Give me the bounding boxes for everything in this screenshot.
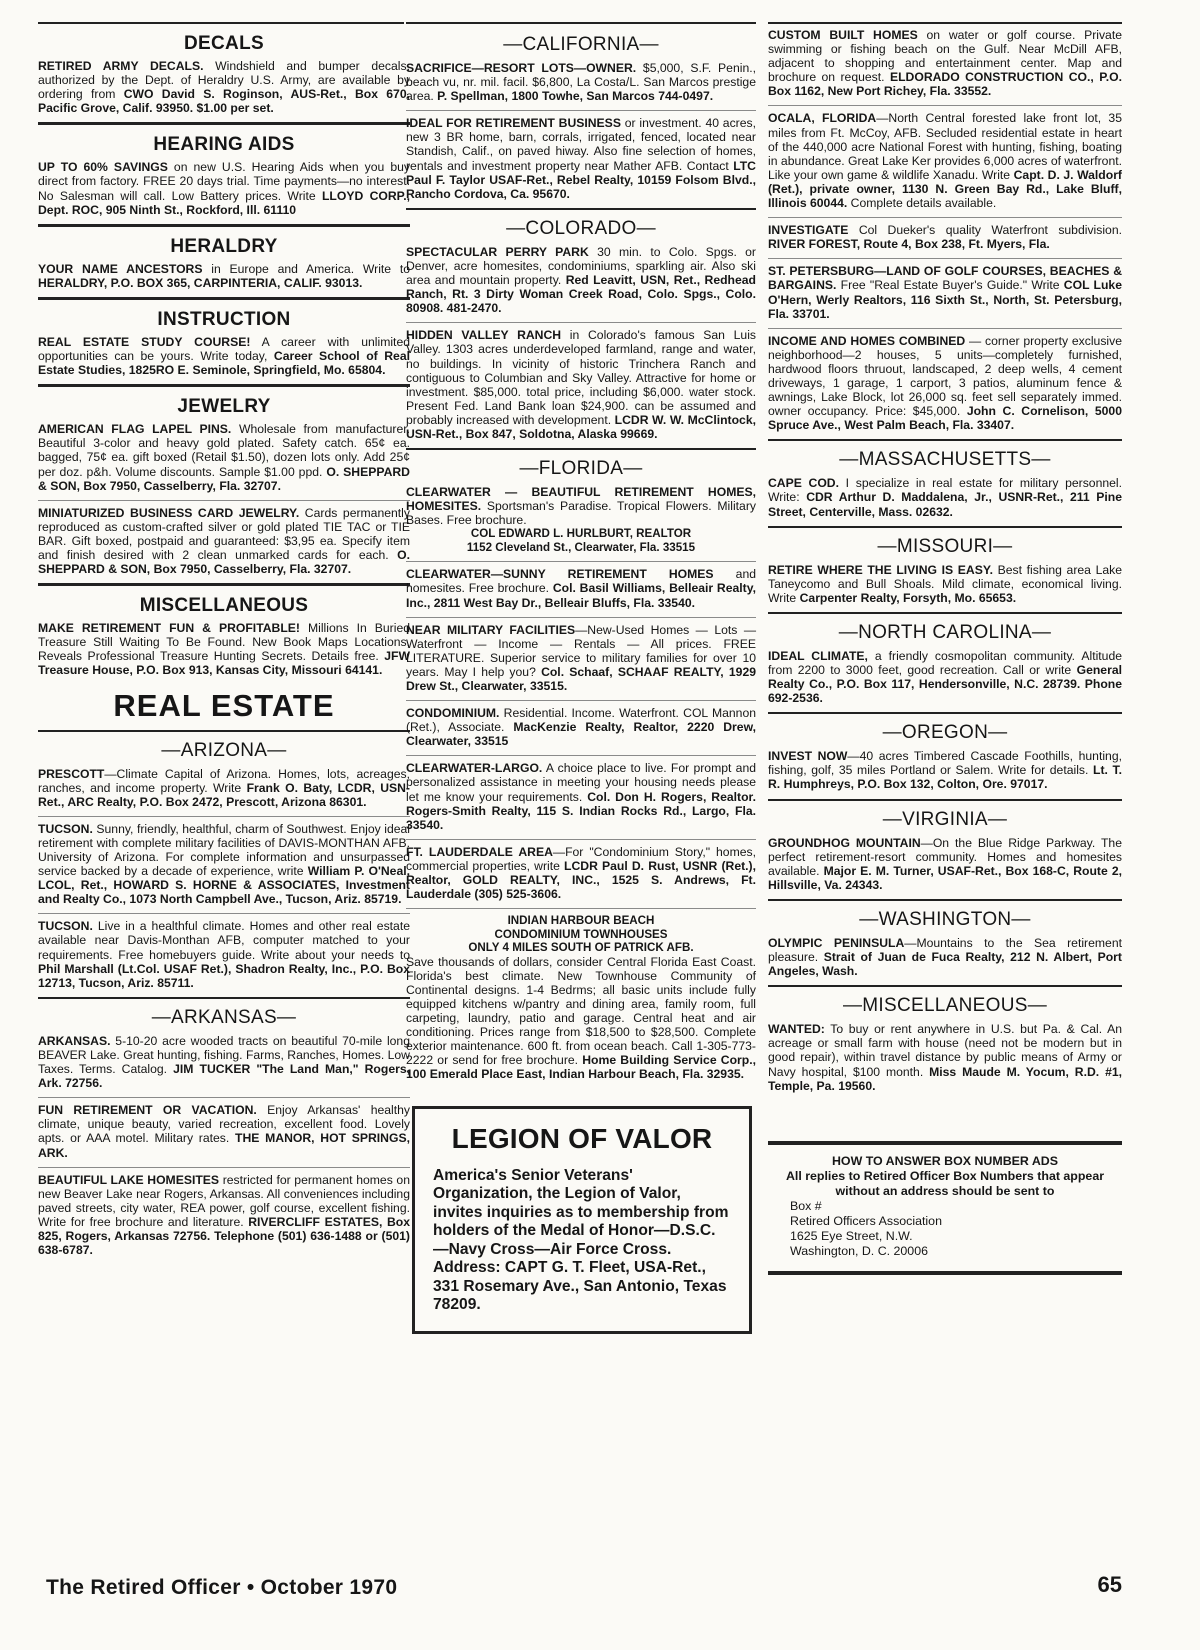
ad-lead: CONDOMINIUM. <box>406 706 500 721</box>
ad-lead: TUCSON. <box>38 821 93 836</box>
ad-lead: IDEAL FOR RETIREMENT BUSINESS <box>406 116 621 131</box>
ad-body: 30 min. to Colo. Spgs. or Denver, acre homesites, condominiums, sparkling air. Also ski area and mountain property. <box>406 244 756 288</box>
ad-condominium <box>406 700 756 748</box>
ad-contact: O. SHEPPARD & SON, Box 7950, Casselberry, Fla. 32707. <box>38 464 410 493</box>
subheading-washington: —WASHINGTON— <box>768 899 1122 931</box>
ad-body: 5-10-20 acre wooded tracts on beautiful 70-mile long BEAVER Lake. Great hunting, fishing. Farms, Ranches, Homes. Low Taxes. Terms. Catalog. <box>38 1033 410 1077</box>
section-heading-decals: DECALS <box>184 33 264 54</box>
ad-body: — corner property exclusive neighborhood—2 houses, 5 units—completely furnished, hardwood floors thruout, landscaped, 2 deep wells, 4 cement driveways, 1 garage, 1 carport, 3 patios, aluminum fence & awnings, Lake Block, lot 26,000 sq. feet sell separately immed. owner occupancy. Price: $45,000. <box>768 333 1122 419</box>
ad-clearwater-largo <box>406 755 756 831</box>
ad-body: I specialize in real estate for military personnel. Write: <box>768 476 1122 505</box>
ad-lead: AMERICAN FLAG LAPEL PINS. <box>38 422 232 437</box>
ad-tucson-horne <box>38 816 410 907</box>
ad-lake-homesites <box>38 1167 410 1258</box>
ad-body: Enjoy Arkansas' healthy climate, unique beauty, varied recreation, excellent food. Lovely apts. or AAA motel. Military rates. <box>38 1103 410 1146</box>
ad-contact: Home Building Service Corp., 100 Emerald Place East, Indian Harbour Beach, Fla. 32935. <box>406 1053 756 1082</box>
ad-headline: INDIAN HARBOUR BEACH <box>507 914 655 928</box>
subheading-california: —CALIFORNIA— <box>503 34 659 55</box>
ad-contact: RIVER FOREST, Route 4, Box 238, Ft. Myers, Fla. <box>768 237 1050 252</box>
ad-contact-line: COL EDWARD L. HURLBURT, REALTOR <box>470 527 692 541</box>
ad-resort-lots <box>406 61 756 103</box>
ad-contact: General Realty Co., P.O. Box 117, Hendersonville, N.C. 28739. Phone 692-2536. <box>768 663 1122 706</box>
ad-flag-lapel-pins <box>38 422 410 492</box>
ad-contact: CWO David S. Roginson, AUS-Ret., Box 670, Pacific Grove, Calif. 93950. $1.00 per set. <box>38 87 410 116</box>
ad-contact: Major E. M. Turner, USAF-Ret., Box 168-C, Route 2, Hillsville, Va. 24343. <box>768 863 1122 892</box>
ad-lead: MAKE RETIREMENT FUN & PROFITABLE! <box>38 621 300 636</box>
ad-contact: JFW Treasure House, P.O. Box 913, Kansas City, Missouri 64141. <box>38 649 410 678</box>
ad-lead: HIDDEN VALLEY RANCH <box>406 328 562 343</box>
section-heading-real-estate: REAL ESTATE <box>113 687 335 723</box>
ad-clearwater-hurlburt <box>406 485 756 554</box>
ad-lead: CUSTOM BUILT HOMES <box>768 28 918 42</box>
ad-lead: REAL ESTATE STUDY COURSE! <box>38 334 251 349</box>
ad-contact: Strait of Juan de Fuca Realty, 212 N. Albert, Port Angeles, Wash. <box>768 950 1122 979</box>
ad-body: on new U.S. Hearing Aids when you buy direct from factory. FREE 20 days trial. Time payments—no interest. No Salesman will call. Low Battery prices. Write <box>38 160 410 203</box>
ad-body: Windshield and bumper decals, authorized by the Dept. of Heraldry U.S. Army, are available by ordering from <box>38 59 410 102</box>
ad-income-homes <box>768 328 1122 433</box>
ad-hearing-aids <box>38 160 410 216</box>
subheading-north-carolina: —NORTH CAROLINA— <box>768 612 1122 644</box>
ad-washington <box>768 936 1122 978</box>
ad-cape-cod <box>768 476 1122 518</box>
page-number: 65 <box>1097 1572 1122 1597</box>
ad-heraldry <box>38 262 410 290</box>
ad-contact: MacKenzie Realty, Realtor, 2220 Drew, Clearwater, 33515 <box>406 720 756 749</box>
ad-clearwater-sunny <box>406 561 756 609</box>
ad-body-tail: Complete details available. <box>847 196 997 211</box>
ad-contact: LTC Paul F. Taylor USAF-Ret., Rebel Realty, 10159 Folsom Blvd., Rancho Cordova, Ca. 95670. <box>406 158 756 201</box>
ad-contact: Miss Maude M. Yocum, R.D. #1, Temple, Pa. 19560. <box>768 1064 1123 1093</box>
ad-lead: CLEARWATER—SUNNY RETIREMENT HOMES <box>406 567 714 582</box>
ad-lead: TUCSON. <box>38 919 93 934</box>
ad-lead: NEAR MILITARY FACILITIES <box>406 622 576 637</box>
subheading-massachusetts: —MASSACHUSETTS— <box>768 439 1122 471</box>
ad-contact-line: 1152 Cleveland St., Clearwater, Fla. 33515 <box>466 540 696 554</box>
legion-title: LEGION OF VALOR <box>451 1122 713 1154</box>
ad-contact: Col. Schaaf, SCHAAF REALTY, 1929 Drew St., Clearwater, 33515. <box>406 664 756 693</box>
ad-contact: Carpenter Realty, Forsyth, Mo. 65653. <box>799 590 1017 605</box>
ad-body: Live in a healthful climate. Homes and other real estate available near Davis-Monthan AFB, computer matched to your requirements. Free homebuyers guide. Write about your needs to <box>38 919 410 962</box>
ad-lead: ARKANSAS. <box>38 1033 111 1048</box>
ad-lead: SPECTACULAR PERRY PARK <box>406 244 589 259</box>
ad-contact: JIM TUCKER "The Land Man," Rogers, Ark. 72756. <box>38 1062 410 1091</box>
ad-body: To buy or rent anywhere in U.S. but Pa. & Cal. An acreage or small farm with house (need not be modern but in good repair), within travel distance by public means of Army or Navy hospital, $100 month. <box>768 1022 1122 1079</box>
ad-contact: Career School of Real Estate Studies, 1825RO E. Seminole, Springfield, Mo. 65804. <box>38 349 411 378</box>
ad-contact: CDR Arthur D. Maddalena, Jr., USNR-Ret., 211 Pine Street, Centerville, Mass. 02632. <box>768 490 1122 519</box>
ad-body: —North Central forested lake front lot, 35 miles from Ft. McCoy, AFB. Secluded residential estate in heart of the 440,000 acre National Forest with hunting, fishing, boating in abundance. Great Lake Ker provides 6,000 acres of waterfront. Like your own game & wildlife Xanadu. Write <box>768 111 1122 182</box>
ad-lead: BEAUTIFUL LAKE HOMESITES <box>38 1172 220 1187</box>
ad-lead: RETIRED ARMY DECALS. <box>38 59 204 73</box>
subheading-miscellaneous: —MISCELLANEOUS— <box>768 985 1122 1017</box>
legion-text: America's Senior Veterans' Organization, the Legion of Valor, invites inquiries as to membership from holders of the Medal of Honor—D.S.C.—Navy Cross—Air Force Cross. Address: CAPT G. T. Fleet, USA-Ret., 331 Rosemary Ave., San Antonio, Texas 78209. <box>433 1166 729 1314</box>
ad-arkansas-beaver-lake <box>38 1034 410 1090</box>
ad-contact: THE MANOR, HOT SPRINGS, ARK. <box>38 1131 410 1160</box>
howto-address-line: Retired Officers Association <box>790 1213 942 1228</box>
ad-lead: YOUR NAME ANCESTORS <box>38 261 203 276</box>
ad-lead: UP TO 60% SAVINGS <box>38 160 168 175</box>
ad-lead: RETIRE WHERE THE LIVING IS EASY. <box>768 562 993 577</box>
ad-contact: P. Spellman, 1800 Towhe, San Marcos 744-0497. <box>437 89 714 104</box>
footer-publication: The Retired Officer • October 1970 <box>46 1576 398 1599</box>
ad-body: restricted for permanent homes on new Beaver Lake near Rogers, Arkansas. All conveniences including paved streets, city water, REA power, golf course, excellent fishing. Write for free brochure and literature. <box>38 1172 410 1229</box>
ad-tucson-shadron <box>38 913 410 989</box>
subheading-arkansas: —ARKANSAS— <box>38 997 410 1029</box>
ad-contact: LCDR W. W. McClintock, USN-Ret., Box 847, Soldotna, Alaska 99669. <box>406 412 756 441</box>
ad-contact: John C. Cornelison, 5000 Spruce Ave., West Palm Beach, Fla. 33407. <box>768 404 1122 433</box>
ad-body: —Mountains to the Sea retirement pleasure. <box>768 935 1122 965</box>
ad-body: Millions In Buried Treasure Still Waiting To Be Found. New Book Maps Locations, Reveals Professional Treasure Hunting Secrets. Details free. <box>38 621 410 664</box>
ad-hot-springs <box>38 1097 410 1159</box>
ad-contact: HERALDRY, P.O. BOX 365, CARPINTERIA, CALIF. 93013. <box>38 275 363 290</box>
subheading-colorado: —COLORADO— <box>406 208 756 240</box>
ad-body: Residential. Income. Waterfront. COL Mannon (Ret.), Associate. <box>406 706 756 735</box>
ad-contact: Capt. D. J. Waldorf (Ret.), private owner, 1130 N. Green Bay Rd., Lake Bluff, Illinois 60044. <box>768 167 1122 211</box>
ad-lead: OLYMPIC PENINSULA <box>768 935 905 950</box>
ad-body: a friendly cosmopolitan community. Altitude from 2200 to 3000 feet, good recreation. Call or write <box>768 648 1123 677</box>
ad-ft-lauderdale <box>406 839 756 901</box>
ad-body: on water or golf course. Private swimming or fishing beach on the Gulf. Near McDill AFB, adjacent to shopping and entertainment center. Map and brochure on request. <box>768 28 1123 85</box>
legion-of-valor-box <box>412 1106 752 1334</box>
ad-lead: INCOME AND HOMES COMBINED <box>768 333 966 348</box>
ad-lead: GROUNDHOG MOUNTAIN <box>768 835 921 850</box>
ad-near-military <box>406 617 756 693</box>
subheading-arizona: —ARIZONA— <box>38 730 410 762</box>
ad-custom-built-homes <box>768 22 1122 98</box>
ad-lead: SACRIFICE—RESORT LOTS—OWNER. <box>406 61 637 75</box>
ad-contact: Red Leavitt, USN, Ret., Redhead Ranch, Rt. 3 Dirty Woman Creek Road, Colo. Spgs., Colo. 80908. 481-2470. <box>406 273 756 316</box>
ad-headline: ONLY 4 MILES SOUTH OF PATRICK AFB. <box>468 941 694 955</box>
ad-body: Sunny, friendly, healthful, charm of Southwest. Enjoy ideal retirement with complete military facilities of DAVIS-MONTHAN AFB. University of Arizona. For complete information and unsurpassed service backed by a decade of experience, write <box>38 821 410 879</box>
ad-lead: INVEST NOW <box>768 749 848 764</box>
ad-lead: FUN RETIREMENT OR VACATION. <box>38 1103 257 1118</box>
ad-oregon <box>768 749 1122 791</box>
ad-body: Save thousands of dollars, consider Central Florida East Coast. Florida's best climate. New Townhouse Community of Continental designs. 1-4 Bedrms; all basic units include fully equipped kitchens w/pantry and dining area, family room, full carpeting, laundry, patio and garage. Central heat and air conditioning. Prices range from $18,500 to $28,500. Complete exterior maintenance. 600 ft. from ocean beach. Call 1-305-773-2222 or send for free brochure. <box>406 954 756 1068</box>
ad-lead: OCALA, FLORIDA <box>768 111 877 126</box>
ad-retirement-business <box>406 110 756 201</box>
ad-contact: ELDORADO CONSTRUCTION CO., P.O. Box 1162, New Port Richey, Fla. 33552. <box>768 70 1123 99</box>
ad-contact: RIVERCLIFF ESTATES, Box 825, Rogers, Arkansas 72756. Telephone (501) 636-1488 or (501) 638-6787. <box>38 1214 410 1258</box>
ad-contact: Col. Don H. Rogers, Realtor. Rogers-Smith Realty, 115 S. Indian Rocks Rd., Largo, Fla. 33540. <box>406 789 756 832</box>
ad-lead: MINIATURIZED BUSINESS CARD JEWELRY. <box>38 505 300 520</box>
ad-contact: William P. O'Neal, LCOL, Ret., HOWARD S. HORNE & ASSOCIATES, Investment and Realty Co., 1073 North Campbell Ave., Tucson, Ariz. 85719. <box>38 864 411 907</box>
ad-body: in Europe and America. Write to <box>202 261 410 276</box>
ad-buried-treasure <box>38 621 410 677</box>
ad-body: Wholesale from manufacturer. Beautiful 3-color and heavy gold plated. Safety catch. 65¢ ea. bagged, 75¢ ea. gift boxed (Retail $1.50), dozen lots only. Add 25¢ per doz. p&h. Volume discounts. Sample $1.00 ppd. <box>38 422 410 479</box>
ad-st-petersburg <box>768 258 1122 320</box>
section-heading-miscellaneous: MISCELLANEOUS <box>38 583 410 616</box>
ad-body: Best fishing area Lake Taneycomo and Bull Shoals. Mild climate, economical living. Write <box>768 562 1122 605</box>
subheading-florida: —FLORIDA— <box>406 448 756 480</box>
ad-lead: CAPE COD. <box>768 476 839 491</box>
ad-body: —New-Used Homes — Lots — Waterfront — Income — Rentals — All prices. FREE LITERATURE. Superior service to military families for over 10 years. May I help you? <box>406 622 757 679</box>
ad-river-forest <box>768 217 1122 251</box>
ad-body: or investment. 40 acres, new 3 BR home, barn, corrals, irrigated, fenced, located near Standish, Calif., on paved hiway. Also fine selection of homes, rentals and investment property near Mather AFB. Contact <box>406 116 756 173</box>
ad-prescott <box>38 767 410 809</box>
ad-contact: Col. Basil Williams, Belleair Realty, Inc., 2811 West Bay Dr., Belleair Bluffs, Fla. 33540. <box>406 581 756 610</box>
ad-body: —Climate Capital of Arizona. Homes, lots, acreages, ranches, and income property. Write <box>38 766 410 795</box>
ad-body: A choice place to live. For prompt and personalized assistance in meeting your housing needs please let me know your requirements. <box>406 761 756 804</box>
ad-lead: CLEARWATER-LARGO. <box>406 761 543 776</box>
howto-title: HOW TO ANSWER BOX NUMBER ADS <box>831 1153 1058 1168</box>
ad-missouri <box>768 563 1122 605</box>
howto-subtitle: All replies to Retired Officer Box Numbers that appear without an address should be sent to <box>785 1168 1105 1198</box>
ad-indian-harbour <box>406 908 756 1081</box>
section-heading-hearing-aids: HEARING AIDS <box>38 122 410 155</box>
ad-body: Cards permanently reproduced as custom-crafted silver or gold plated TIE TAC or TIE BAR. Gift boxed, postpaid and guaranteed: $3,95 ea. Specify item and finish desired with 2 clean unmarked cards for each. <box>38 505 410 562</box>
ad-ocala <box>768 105 1122 210</box>
section-heading-heraldry: HERALDRY <box>38 224 410 257</box>
section-heading-jewelry: JEWELRY <box>38 384 410 417</box>
ad-body: A career with unlimited opportunities can be yours. Write today, <box>38 334 410 364</box>
column-middle <box>406 22 756 1334</box>
ad-north-carolina <box>768 649 1122 705</box>
howto-address-line: Box # <box>790 1198 822 1213</box>
ad-contact: O. SHEPPARD & SON, Box 7950, Casselberry, Fla. 32707. <box>38 547 410 577</box>
ad-body: —40 acres Timbered Cascade Foothills, hunting, fishing, golf, 35 miles Portland or Salem. Write for details. <box>768 749 1122 778</box>
ad-body: Col Dueker's quality Waterfront subdivision. <box>848 223 1122 238</box>
box-number-instructions <box>768 1141 1122 1275</box>
ad-headline: CONDOMINIUM TOWNHOUSES <box>494 927 668 941</box>
section-heading-instruction: INSTRUCTION <box>38 297 410 330</box>
ad-lead: ST. PETERSBURG—LAND OF GOLF COURSES, BEACHES & BARGAINS. <box>768 264 1122 293</box>
ad-lead: FT. LAUDERDALE AREA <box>406 844 553 859</box>
ad-decals-army <box>38 59 410 115</box>
ad-body: —For "Condominium Story," homes, commercial properties, write <box>406 844 756 873</box>
howto-address-line: 1625 Eye Street, N.W. <box>790 1228 913 1243</box>
ad-wanted <box>768 1022 1122 1092</box>
ad-lead: CLEARWATER — BEAUTIFUL RETIREMENT HOMES, HOMESITES. <box>406 485 756 514</box>
ad-contact: LLOYD CORP., Dept. ROC, 905 Ninth St., Rockford, Ill. 61110 <box>38 188 410 217</box>
ad-body: Sportsman's Paradise. Tropical Flowers. Military Bases. Free brochure. <box>406 499 756 528</box>
ad-hidden-valley-ranch <box>406 322 756 441</box>
ad-contact: Frank O. Baty, LCDR, USN-Ret., ARC Realty, P.O. Box 2472, Prescott, Arizona 86301. <box>38 780 410 809</box>
ad-perry-park <box>406 245 756 315</box>
ad-body: —On the Blue Ridge Parkway. The perfect retirement-resort community. Homes and homesites available. <box>768 835 1122 878</box>
ad-lead: WANTED: <box>768 1022 825 1037</box>
ad-contact: COL Luke O'Hern, Werly Realtors, 116 Sixth St., North, St. Petersburg, Fla. 33701. <box>768 278 1122 321</box>
ad-body: in Colorado's famous San Luis Valley. 1303 acres underdeveloped farmland, range and water, no buildings. In vicinity of historic Trinchera Ranch and contiguous to Columbian and Sky Valley. Attractive for home or investment. $85,000. total price, including $6,000. water stock. Present Fed. Land Bank loan $24,900. can be assumed and probably increased with development. <box>406 328 756 427</box>
column-left <box>38 22 410 1264</box>
column-right <box>768 22 1122 1275</box>
ad-contact: Lt. T. R. Humphreys, P.O. Box 132, Colton, Ore. 97017. <box>768 763 1122 792</box>
subheading-oregon: —OREGON— <box>768 712 1122 744</box>
ad-body: Free "Real Estate Buyer's Guide." Write <box>836 278 1064 293</box>
howto-address-line: Washington, D. C. 20006 <box>790 1243 928 1258</box>
subheading-virginia: —VIRGINIA— <box>768 799 1122 831</box>
ad-virginia <box>768 836 1122 892</box>
ad-contact: LCDR Paul D. Rust, USNR (Ret.), Realtor, GOLD REALTY, INC., 1525 S. Andrews, Ft. Lauderdale (305) 525-3606. <box>406 858 756 902</box>
ad-real-estate-course <box>38 335 410 377</box>
ad-lead: IDEAL CLIMATE, <box>768 648 868 663</box>
ad-lead: PRESCOTT <box>38 766 105 781</box>
ad-body: $5,000, S.F. Penin., beach vu, nr. mil. facil. $6,800, La Costa/L. San Marcos prestige area. <box>406 61 756 104</box>
ad-business-card-jewelry <box>38 500 410 576</box>
ad-lead: INVESTIGATE <box>768 223 849 238</box>
subheading-missouri: —MISSOURI— <box>768 526 1122 558</box>
ad-body: and homesites. Free brochure. <box>406 567 756 596</box>
ad-contact: Phil Marshall (Lt.Col. USAF Ret.), Shadron Realty, Inc., P.O. Box 12713, Tucson, Ariz. 85711. <box>38 961 410 990</box>
